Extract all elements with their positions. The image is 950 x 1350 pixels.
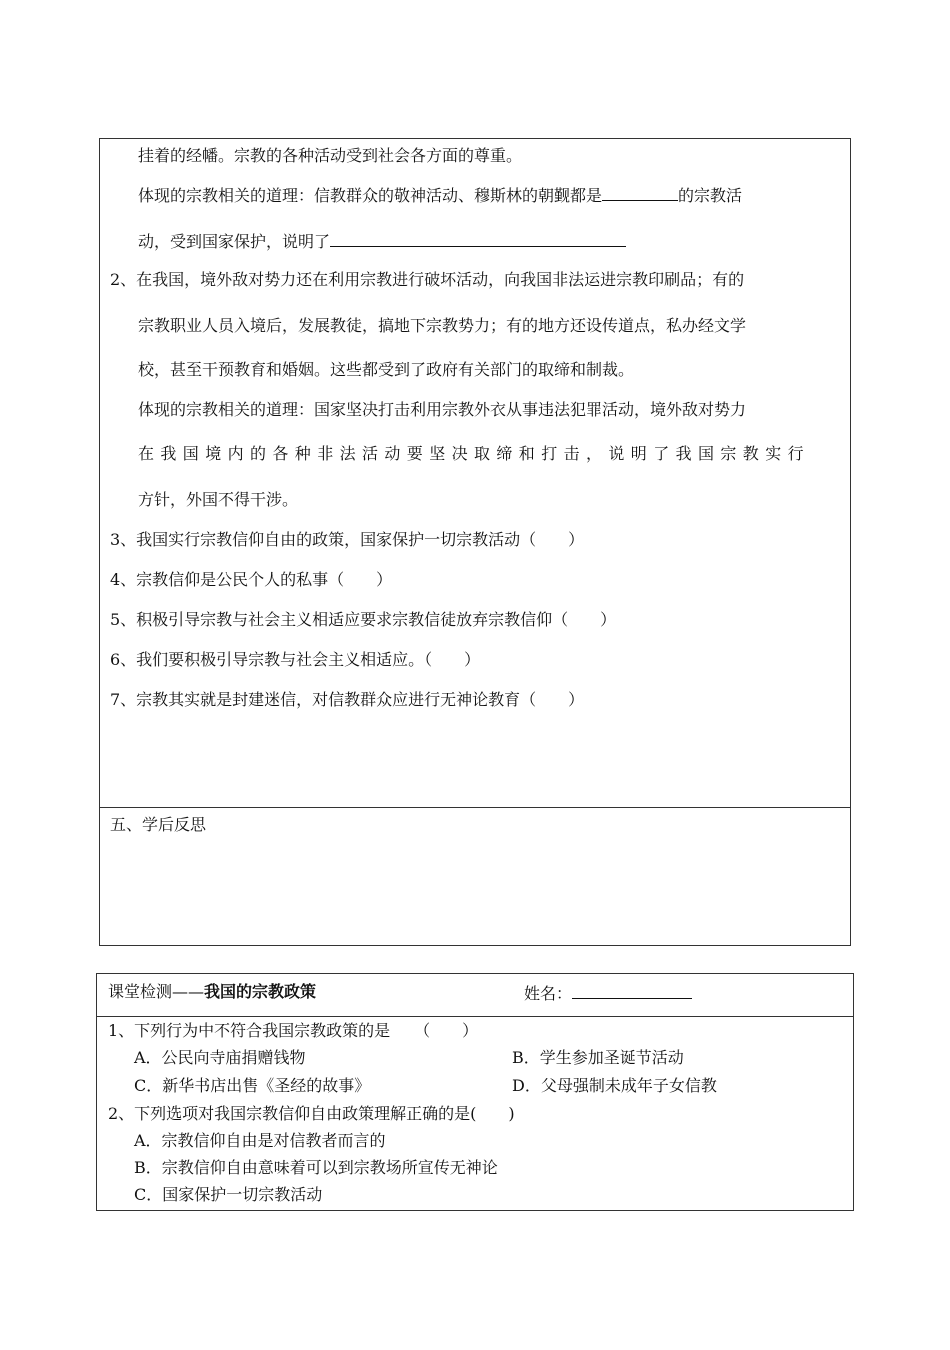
- judgment-4: 4、宗教信仰是公民个人的私事（ ）: [110, 570, 393, 589]
- item2-line2: 宗教职业人员入境后，发展教徒，搞地下宗教势力；有的地方还设传道点，私办经文学: [138, 316, 747, 335]
- q2-option-c[interactable]: C．国家保护一切宗教活动: [134, 1185, 323, 1204]
- q2-option-a[interactable]: A．宗教信仰自由是对信教者而言的: [134, 1131, 386, 1150]
- item1-reason-line2-prefix: 动，受到国家保护，说明了: [138, 232, 331, 251]
- item2-line1: 2、在我国，境外敌对势力还在利用宗教进行破坏活动，向我国非法运进宗教印刷品；有的: [110, 270, 745, 289]
- quiz-title: 我国的宗教政策: [204, 982, 317, 1001]
- item2-reason1: 体现的宗教相关的道理：国家坚决打击利用宗教外衣从事违法犯罪活动，境外敌对势力: [138, 400, 747, 419]
- item2-line3: 校，甚至干预教育和婚姻。这些都受到了政府有关部门的取缔和制裁。: [138, 360, 635, 379]
- q2-stem: 2、下列选项对我国宗教信仰自由政策理解正确的是( ): [108, 1104, 515, 1123]
- item1-reason-line1: [138, 184, 742, 206]
- item2-reason3: 方针，外国不得干涉。: [138, 490, 299, 509]
- judgment-3: 3、我国实行宗教信仰自由的政策，国家保护一切宗教活动（ ）: [110, 530, 585, 549]
- item1-reason-line2: [138, 230, 626, 252]
- name-input-blank[interactable]: [572, 982, 692, 999]
- q1-option-a[interactable]: A．公民向寺庙捐赠钱物: [134, 1048, 306, 1067]
- item2-reason2-text: 在我国境内的各种非法活动要坚决取缔和打击，说明了我国宗教实行: [138, 444, 811, 463]
- quiz-header: [108, 982, 316, 1002]
- item1-reason-suffix: 的宗教活: [678, 186, 743, 205]
- item2-reason2: [138, 444, 810, 464]
- q1-stem: 1、下列行为中不符合我国宗教政策的是 （ ）: [108, 1021, 479, 1040]
- judgment-5: 5、积极引导宗教与社会主义相适应要求宗教信徒放弃宗教信仰（ ）: [110, 610, 617, 629]
- quiz-header-divider: [96, 1016, 854, 1017]
- judgment-6: 6、我们要积极引导宗教与社会主义相适应。（ ）: [110, 650, 481, 669]
- reflection-heading: 五、学后反思: [110, 815, 207, 834]
- continued-line: 挂着的经幡。宗教的各种活动受到社会各方面的尊重。: [138, 146, 523, 165]
- item1-blank-2[interactable]: [330, 230, 626, 247]
- item1-blank-1[interactable]: [602, 184, 678, 201]
- reflection-answer-area[interactable]: [104, 840, 846, 940]
- name-label: 姓名：: [524, 984, 573, 1003]
- q1-option-d[interactable]: D．父母强制未成年子女信教: [512, 1076, 717, 1095]
- q1-option-c[interactable]: C．新华书店出售《圣经的故事》: [134, 1076, 371, 1095]
- item1-reason-prefix: 体现的宗教相关的道理：信教群众的敬神活动、穆斯林的朝觐都是: [138, 186, 603, 205]
- table-divider: [99, 807, 851, 808]
- judgment-7: 7、宗教其实就是封建迷信，对信教群众应进行无神论教育（ ）: [110, 690, 585, 709]
- q2-option-b[interactable]: B．宗教信仰自由意味着可以到宗教场所宣传无神论: [134, 1158, 498, 1177]
- quiz-header-prefix: 课堂检测——: [108, 982, 205, 1001]
- name-field: [524, 982, 692, 1004]
- q1-option-b[interactable]: B．学生参加圣诞节活动: [512, 1048, 684, 1067]
